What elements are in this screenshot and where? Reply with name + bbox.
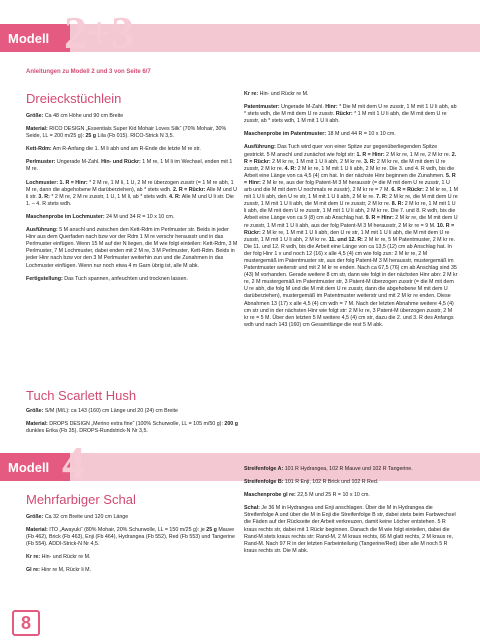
text-run: Hin- und Rückr re M. bbox=[40, 554, 91, 561]
text-run: Hin- und Rückr re M. bbox=[258, 91, 309, 97]
bold-run: 7. R: bbox=[376, 194, 388, 201]
bold-run: 8. R: bbox=[391, 201, 404, 208]
page-number: 8 bbox=[12, 610, 40, 636]
bold-run: 4. R: bbox=[169, 193, 181, 200]
text-run: 2 M kr re, die M mit dem U re zusstr, 1 M mit 1 U li abh, die M mit dem U re zusstr, 2 M kr re. bbox=[244, 194, 458, 208]
text-run: 2 M kr re, 1 M mit 1 U li abh, 2 M kr re. Die 3. und 4. R wdh, bis die Arbeit eine Länge von ca 4,5 (4) cm hat. In der nächste Hinr beginnen die Zunahmen. bbox=[244, 165, 455, 179]
bold-run: 200 g bbox=[224, 421, 238, 428]
section-label-mid: Modell bbox=[8, 460, 50, 475]
bold-run: Ausführung: bbox=[244, 144, 276, 151]
bold-run: Kr re: bbox=[244, 91, 259, 97]
hush-instructions bbox=[26, 408, 238, 435]
bold-run: Streifenfolge A: bbox=[244, 466, 284, 472]
bold-run: Rückr: bbox=[335, 111, 353, 118]
bold-run: Hinr: bbox=[325, 104, 338, 111]
text-run: Am R-Anfang die 1. M li abh und am R-Ende die letzte M re str. bbox=[51, 146, 201, 153]
bold-run: Lochmuster: 1. R = Hinr: bbox=[26, 179, 88, 186]
paragraph bbox=[26, 514, 238, 521]
bold-run: 2. R = Rückr: bbox=[172, 186, 206, 193]
bold-run: 10. R = Rückr: bbox=[244, 222, 455, 236]
text-run: 101 R Hydrangea, 102 R Mauve und 102 R Tangerine. bbox=[283, 466, 413, 472]
bold-run: 25 g bbox=[206, 527, 217, 534]
bold-run: 1. R = Hinr: bbox=[356, 151, 385, 158]
col-right-top bbox=[244, 91, 458, 329]
bold-run: 6. R = Rückr: bbox=[391, 187, 424, 194]
paragraph bbox=[244, 505, 458, 555]
text-run: Lila (Fb 015). RICO-Strick N 3,5. bbox=[96, 133, 175, 140]
col-left-hush bbox=[26, 408, 238, 435]
bold-run: Fertigstellung: bbox=[26, 275, 63, 282]
paragraph bbox=[26, 554, 238, 561]
bold-run: Kr re: bbox=[26, 554, 41, 561]
text-run: 18 M und 44 R = 10 x 10 cm. bbox=[326, 131, 396, 138]
bold-run: Hin- und Rückr: bbox=[101, 159, 141, 166]
stripe-instructions bbox=[244, 466, 458, 555]
text-run: 24 M und 34 R = 10 x 10 cm. bbox=[104, 213, 175, 220]
paragraph bbox=[26, 421, 238, 435]
text-run: DROPS DESIGN „Merino extra fine“ (100% Schurwolle, LL = 105 m/50 g): bbox=[47, 421, 225, 428]
text-run: Mauve (Fb 462), Brick (Fb 463), Enji (Fb 464), Hydrangea (Fb 552), Red (Fb 553) und Tangerine (Fb 554). ADDI-Strick-N Nr 4,5. bbox=[26, 527, 235, 548]
patent-instructions bbox=[244, 91, 458, 329]
text-run: 2 M kr re, die M mit dem U re zusstr, 2 M kr re. bbox=[244, 158, 446, 172]
bold-run: 9. R = Hinr: bbox=[365, 215, 394, 222]
paragraph bbox=[244, 131, 458, 138]
text-run: 2 M kr re, 5 M Patentmuster, 2 M kr re. Die 11. und 12. R wdh, bis die Arbeit eine Länge von ca 13,5 (12) cm ab Anschlag hat. In der folg Hinr 1 x und noch 12 (16) x alle 4,5 (4) cm wie folg zun: 2 M kr re, 2 M mustergemäß im Patentmuster str, aus der folg Patent-M 3 M herausstr, mustergemäß im Patentmuster weiterstr und mit 2 M kr re enden. Nach ca 67,5 (76) cm ab Anschlag sind 35 (43) M vorhanden. Gerade weitere 8 cm str, dann wie folgt in der nächsten Hinr abn: 2 M kr re, 2 M mustergemäß im Patentmuster str, 3 Patent-M überzogen zusstr (= die M mit dem U re abh, die folg M und die M mit dem U re zusstr, dann die abgehobene M mit dem U darüberziehen), mustergemäß im Patentmuster weiterstr und mit 2 M kr re enden. Diese Abnahmen 13 (17) x alle 4,5 (4) cm wdh = 7 M. Nach der letzten Abnahme weitere 4,5 (4) cm str und in der nächsten Hinr wie folgt str: 2 M kr re, 3 Patent-M überzogen zusstr, 2 M kr re = 5 M. Über den letzten 5 M weitere 4,5 (4) cm str, dazu die 2. und 3. R des Anfangs wdh und nach 143 (160) cm Gesamtlänge die rest 5 M abk. bbox=[244, 236, 458, 328]
heading-dreieckstuechlein: Dreieckstüchlein bbox=[26, 91, 122, 106]
bold-run: Patentmuster: bbox=[244, 104, 280, 111]
section-label-top: Modell bbox=[8, 31, 50, 46]
bold-run: Maschenprobe gl re: bbox=[244, 492, 296, 499]
bold-run: 5. R = Hinr: bbox=[244, 172, 456, 186]
text-run: 2 M kr re, 1 M re, 2 M kr re. bbox=[384, 151, 452, 158]
text-run: * 1 M mit 1 U li abh, die M mit dem U re zusstr, ab * stets wdh, 1 M mit 1 U li abh. bbox=[244, 111, 447, 125]
paragraph bbox=[244, 492, 458, 499]
text-run: Ungerade M-Zahl. bbox=[279, 104, 326, 111]
text-run: ITO „Awayuki“ (80% Mohair, 20% Schurwolle, LL = 150 m/25 g): je bbox=[47, 527, 207, 534]
bold-run: Kett-Rdm: bbox=[26, 146, 52, 153]
text-run: 2 M kr re, 1 M mit 1 U li abh, 2 M kr re. bbox=[270, 158, 364, 165]
bold-run: 4. R: bbox=[284, 165, 297, 172]
text-run: 2 M kr re, aus der folg Patent-M 3 M herausstr (= die M mit dem U re zusstr, 1 U arb und die M mit dem U nochmals re zusstr), 2 M kr re = 7 M. bbox=[244, 179, 450, 194]
text-run: 101 R Enji, 102 R Brick und 102 R Red. bbox=[283, 479, 379, 486]
bold-run: Gl re: bbox=[26, 567, 40, 574]
text-run: 2 M kr re, die M mit dem U re zusstr, 1 M mit 1 U li abh, aus der folg Patent-M 3 M herausstr, 2 M kr re = 9 M. bbox=[244, 215, 458, 229]
model-number-mid: 4 bbox=[62, 437, 84, 488]
bold-run: 11. und 12. R: bbox=[328, 236, 363, 243]
paragraph bbox=[26, 214, 238, 221]
heading-mehrfarbiger-schal: Mehrfarbiger Schal bbox=[26, 492, 136, 507]
paragraph bbox=[26, 180, 238, 208]
bold-run: Ausführung: bbox=[26, 227, 58, 234]
text-run: * 2 M re, 1 M li, 1 U, 2 M re überzogen zusstr (= 1 M re abh, 1 M re, dann die abgehobene M darüberziehen), ab * stets wdh. bbox=[26, 179, 234, 193]
text-run: S/M (M/L): ca 143 (160) cm Länge und 20 (24) cm Breite bbox=[43, 408, 178, 414]
heading-scarlett-hush: Tuch Scarlett Hush bbox=[26, 388, 137, 403]
bold-run: Perlmuster: bbox=[26, 159, 56, 166]
bold-run: Größe: bbox=[26, 514, 44, 520]
paragraph bbox=[26, 276, 238, 283]
paragraph bbox=[26, 567, 238, 574]
bold-run: Maschenprobe im Lochmuster: bbox=[26, 213, 105, 220]
bold-run: Material: bbox=[26, 421, 48, 428]
text-run: 2 M kr re, 1 M mit 1 U li abh, den U re str, 1 M mit 1 U li abh, die M mit dem U re zusstr, 1 M mit 1 U li abh, 2 M kr re. bbox=[244, 229, 450, 243]
bold-run: 3. R: bbox=[363, 158, 376, 165]
bold-run: 25 g bbox=[85, 133, 97, 140]
paragraph bbox=[26, 408, 238, 415]
paragraph bbox=[26, 113, 238, 120]
triangle-instructions bbox=[26, 113, 238, 283]
text-run: Ungerade M-Zahl. bbox=[55, 159, 102, 166]
paragraph bbox=[244, 466, 458, 473]
col-left-bottom bbox=[26, 514, 238, 575]
text-run: * Die M mit dem U re zusstr, 1 M mit 1 U li abh, ab * stets wdh, die M mit dem U re zusstr. bbox=[244, 104, 457, 118]
paragraph bbox=[244, 91, 458, 98]
col-left-top bbox=[26, 113, 238, 283]
text-run: Je 36 M in Hydrangea und Enji anschlagen. Über die M in Hydrangea die Streifenfolge A und über die M in Enji die Streifenfolge B str, dabei stets beim Farbwechsel die Fäden auf der Rückseite der Arbeit verkreuzen, damit keine Löcher entstehen. 5 R kraus rechts str, dabei mit 1 Rückr beginnen. Danach die M wie folgt einteilen, dabei die Rand-M stets kraus rechts str: Rand-M, 2 M kraus rechts, 66 M glatt rechts, 2 M kraus re, Rand-M. Nach 97 R in der letzten Farbeinteilung (Tangerine/Red) über alle M noch 5 R kraus rechts str. Die M abk. bbox=[244, 505, 456, 554]
text-run: Ca 48 cm Höhe und 90 cm Breite bbox=[43, 113, 124, 119]
bold-run: Streifenfolge B: bbox=[244, 479, 284, 486]
bold-run: Material: bbox=[26, 527, 48, 534]
text-run: RICO DESIGN „Essentials Super Kid Mohair Loves Silk“ (70% Mohair, 30% Seide, LL = 200 m/25 g): bbox=[26, 126, 227, 140]
col-right-bottom bbox=[244, 466, 458, 555]
text-run: * 2 M re, 2 M re zusstr, 1 U, 1 M li, ab * stets wdh. bbox=[49, 193, 170, 200]
paragraph bbox=[244, 104, 458, 125]
paragraph bbox=[26, 146, 238, 153]
text-run: 22,5 M und 25 R = 10 x 10 cm. bbox=[295, 492, 370, 499]
text-run: 1 M re, 1 M li im Wechsel, enden mit 1 M re. bbox=[26, 159, 233, 173]
bold-run: Größe: bbox=[26, 113, 44, 119]
text-run: dunkles Erika (Fb 35). DROPS-Rundstrick-N Nr 3,5. bbox=[26, 428, 148, 435]
paragraph bbox=[26, 227, 238, 270]
paragraph bbox=[26, 159, 238, 173]
bold-run: Maschenprobe im Patentmuster: bbox=[244, 131, 327, 138]
paragraph bbox=[26, 126, 238, 140]
paragraph bbox=[244, 479, 458, 486]
paragraph bbox=[244, 144, 458, 328]
bold-run: 3. R: bbox=[38, 193, 50, 200]
bold-run: Material: bbox=[26, 126, 48, 133]
schal-instructions bbox=[26, 514, 238, 575]
text-run: 2 M kr re, 1 M mit 1 U li abh, die M mit dem U re zusstr, 1 M mit 1 U li abh, 2 M kr re. Die 7. und 8. R wdh, bis die Arbeit eine Länge von ca 9 (8) cm ab Anschlag hat. bbox=[244, 201, 456, 222]
text-run: Ca 32 cm Breite und 120 cm Länge bbox=[43, 514, 129, 520]
section-subtitle: Anleitungen zu Modell 2 und 3 von Seite 6/7 bbox=[26, 69, 151, 75]
paragraph bbox=[26, 527, 238, 548]
text-run: Hinr re M, Rückr li M. bbox=[39, 567, 92, 574]
bold-run: Schal: bbox=[244, 505, 260, 512]
text-run: Alle M und U li str. Die 1. – 4. R stets wdh. bbox=[26, 193, 234, 207]
bold-run: Größe: bbox=[26, 408, 44, 414]
text-run: 2 M kr re, 1 M mit 1 U li abh, den U re str, 1 M mit 1 U li abh, 2 M kr re. bbox=[244, 187, 458, 201]
model-number-top: 2+3 bbox=[64, 7, 134, 58]
text-run: Das Tuch spannen, anfeuchten und trocknen lassen. bbox=[62, 275, 188, 282]
text-run: Alle M und U li str. bbox=[26, 186, 237, 200]
text-run: 5 M anschl und zwischen den Kett-Rdm im Perlmuster str. Beids in jeder Hinr aus dem Querfaden nach bzw vor der Rdm 1 M re verschr herausstr und in das Perlmuster einfügen. Wenn 15 M auf der N liegen, die M wie folgt einteilen: Kett-Rdm, 3 M Perlmuster, 7 M Lochmuster, dabei enden mit 2 M re, 3 M Perlmuster, Kett-Rdm. Beids in jeder Hinr nach bzw vor den 3 M Perlmuster weiterhin zun und die Zunahmen in das Lochmuster einfügen. Wenn nur noch etwa 4 m Garn übrig ist, alle M abk. bbox=[26, 227, 238, 269]
text-run: Das Tuch wird quer von einer Spitze zur gegenüberliegenden Spitze gestrickt. 5 M anschl und zunächst wie folgt str: bbox=[244, 144, 438, 158]
bold-run: 2. R = Rückr: bbox=[244, 151, 457, 165]
